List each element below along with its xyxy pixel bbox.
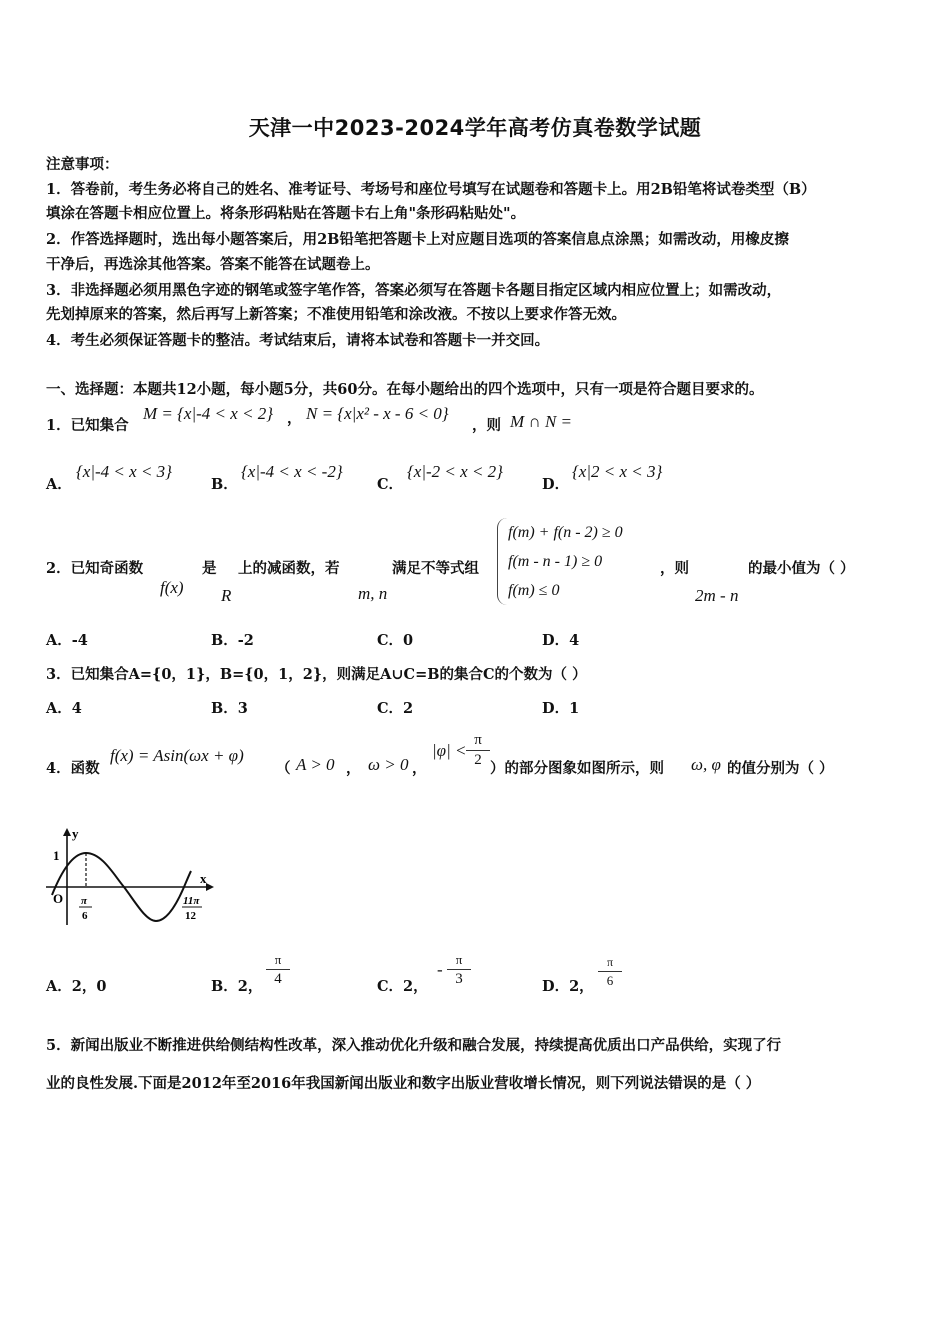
q1-option-b-label: B．: [211, 476, 238, 493]
q1-option-a: {x|-4 < x < 3}: [76, 462, 172, 481]
q2-part: 的最小值为（ ）: [748, 560, 855, 577]
q4-function: f(x) = Asin(ωx + φ): [110, 746, 244, 765]
q4-vars: ω, φ: [691, 755, 721, 774]
q4-sine-graph: [44, 825, 219, 930]
q3-option-a: A．4: [46, 700, 82, 717]
q1-prefix: 1．已知集合: [46, 417, 129, 434]
notice-heading: 注意事项：: [46, 156, 119, 173]
tick-11pi12-num: 11π: [183, 895, 200, 907]
q4-option-b-frac: $\frac{\pi}{4}$: [266, 952, 290, 988]
q1-set-m: M = {x|-4 < x < 2}: [143, 404, 274, 423]
q1-option-a-label: A．: [46, 476, 72, 493]
q2-part: 满足不等式组: [392, 560, 479, 577]
x-axis-arrow-icon: [206, 883, 214, 891]
q1-ask: M ∩ N =: [510, 412, 572, 431]
q5-stem-line: 5．新闻出版业不断推进供给侧结构性改革，深入推动优化升级和融合发展，持续提高优质出口产品供给，实现了行: [46, 1037, 782, 1054]
q4-part: ）的部分图象如图所示，则: [490, 760, 664, 777]
q3-stem: 3．已知集合A={0，1}，B={0，1，2}，则满足A∪C=B的集合C的个数为（ ）: [46, 666, 587, 683]
q2-fx: f(x): [160, 578, 184, 597]
q2-ineq: f(m - n - 1) ≥ 0: [508, 553, 603, 570]
y-axis-arrow-icon: [63, 828, 71, 836]
q2-r: R: [221, 586, 232, 605]
q1-option-d: {x|2 < x < 3}: [572, 462, 663, 481]
q1-comma: ，: [287, 410, 302, 427]
q2-part: 上的减函数，若: [238, 560, 340, 577]
q4-cond-omega: ω > 0: [368, 755, 409, 774]
q4-cond-a: A > 0: [296, 755, 335, 774]
notice-line: 4．考生必须保证答题卡的整洁。考试结束后，请将本试卷和答题卡一并交回。: [46, 332, 550, 349]
section-heading: 一、选择题：本题共12小题，每小题5分，共60分。在每小题给出的四个选项中，只有一项是符合题目要求的。: [46, 381, 764, 398]
origin-label: O: [53, 891, 64, 906]
q1-stem: [46, 414, 129, 435]
tick-pi6-num: π: [81, 895, 88, 907]
q2-ineq: f(m) + f(n - 2) ≥ 0: [508, 524, 623, 541]
q4-option-d-frac: $\frac{\pi}{6}$: [598, 955, 622, 989]
q4-cond-phi: |φ| <: [432, 741, 467, 760]
q4-option-c-frac: $\frac{\pi}{3}$: [447, 952, 471, 988]
q1-suffix: ，则: [472, 417, 501, 434]
exam-title: 天津一中2023-2024学年高考仿真卷数学试题: [248, 116, 702, 140]
q2-option-b: B．-2: [211, 632, 254, 649]
q2-option-a: A．-4: [46, 632, 88, 649]
q4-part: ，: [346, 760, 361, 777]
q4-part: 4．函数: [46, 760, 100, 777]
q2-ineq: f(m) ≤ 0: [508, 582, 560, 599]
q2-inequality-system: [497, 518, 623, 605]
q4-option-a: A．2，0: [46, 978, 107, 995]
q2-part: ，则: [660, 560, 689, 577]
q3-option-c: C．2: [377, 700, 414, 717]
notice-line: 填涂在答题卡相应位置上。将条形码粘贴在答题卡右上角"条形码粘贴处"。: [46, 205, 526, 222]
q1-set-n: N = {x|x² - x - 6 < 0}: [306, 404, 449, 423]
x-label: x: [200, 871, 207, 886]
q1-option-d-label: D．: [542, 476, 570, 493]
tick-one: 1: [53, 848, 60, 863]
y-label: y: [72, 826, 79, 841]
q4-part: 的值分别为（ ）: [727, 760, 834, 777]
q4-part: （: [276, 760, 291, 777]
q5-stem-line: 业的良性发展.下面是2012年至2016年我国新闻出版业和数字出版业营收增长情况，则下列说法错误的是（ ）: [46, 1075, 761, 1092]
q1-option-c-label: C．: [377, 476, 404, 493]
q4-option-c-sign: -: [437, 960, 443, 979]
notice-line: 1．答卷前，考生务必将自己的姓名、准考证号、考场号和座位号填写在试题卷和答题卡上。用2B铅笔将试卷类型（B）: [46, 181, 816, 198]
q1-option-c: {x|-2 < x < 2}: [407, 462, 503, 481]
notice-line: 先划掉原来的答案，然后再写上新答案；不准使用铅笔和涂改液。不按以上要求作答无效。: [46, 306, 626, 323]
tick-11pi12-den: 12: [185, 910, 196, 922]
q4-pi-over-2: $\frac{\pi}{2}$: [466, 732, 490, 769]
q3-option-d: D．1: [542, 700, 580, 717]
q2-option-d: D．4: [542, 632, 580, 649]
notice-line: 干净后，再选涂其他答案。答案不能答在试题卷上。: [46, 256, 380, 273]
q2-option-c: C．0: [377, 632, 414, 649]
q4-option-c: C．2，: [377, 978, 428, 995]
q1-option-b: {x|-4 < x < -2}: [241, 462, 343, 481]
q3-option-b: B．3: [211, 700, 248, 717]
q4-option-d: D．2，: [542, 978, 594, 995]
notice-line: 2．作答选择题时，选出每小题答案后，用2B铅笔把答题卡上对应题目选项的答案信息点涂黑；如需改动，用橡皮擦: [46, 231, 789, 248]
q4-part: ，: [412, 760, 427, 777]
q2-expr: 2m - n: [695, 586, 739, 605]
q2-mn: m, n: [358, 584, 388, 603]
q2-part: 2．已知奇函数: [46, 560, 144, 577]
tick-pi6-den: 6: [82, 910, 88, 922]
q2-part: 是: [202, 560, 217, 577]
q4-option-b: B．2，: [211, 978, 263, 995]
notice-line: 3．非选择题必须用黑色字迹的钢笔或签字笔作答，答案必须写在答题卡各题目指定区域内相应位置上；如需改动，: [46, 282, 782, 299]
